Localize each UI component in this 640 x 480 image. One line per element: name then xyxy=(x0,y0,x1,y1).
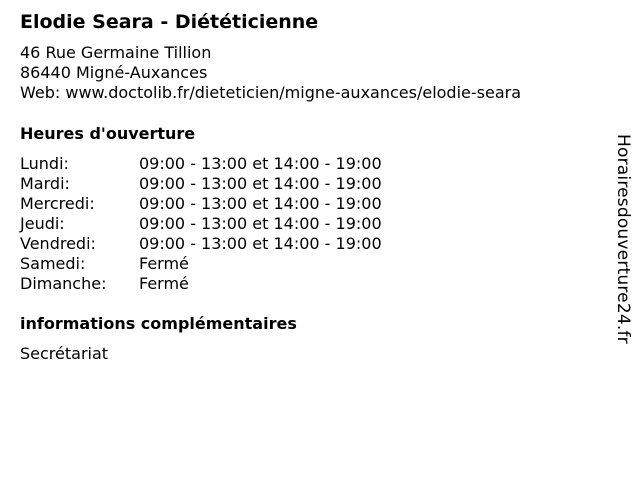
day-label: Mercredi: xyxy=(20,194,95,213)
page-title: Elodie Seara - Diététicienne xyxy=(20,11,319,33)
hours-row-thursday xyxy=(20,214,440,234)
address-block xyxy=(20,43,521,103)
city-address: 86440 Migné-Auxances xyxy=(20,63,208,82)
day-hours: 09:00 - 13:00 et 14:00 - 19:00 xyxy=(139,214,382,233)
additional-info-heading: informations complémentaires xyxy=(20,314,297,333)
hours-row-tuesday xyxy=(20,174,440,194)
hours-row-sunday xyxy=(20,274,440,294)
day-label: Lundi: xyxy=(20,154,69,173)
site-watermark: Horairesdouverture24.fr xyxy=(613,134,633,344)
hours-row-saturday xyxy=(20,254,440,274)
website-text: Web: www.doctolib.fr/dieteticien/migne-auxances/elodie-seara xyxy=(20,83,522,102)
day-hours: Fermé xyxy=(139,274,189,293)
day-label: Mardi: xyxy=(20,174,70,193)
day-hours: Fermé xyxy=(139,254,189,273)
day-hours: 09:00 - 13:00 et 14:00 - 19:00 xyxy=(139,234,382,253)
hours-row-friday xyxy=(20,234,440,254)
day-label: Vendredi: xyxy=(20,234,96,253)
opening-hours-heading: Heures d'ouverture xyxy=(20,124,196,143)
street-address: 46 Rue Germaine Tillion xyxy=(20,43,212,62)
day-hours: 09:00 - 13:00 et 14:00 - 19:00 xyxy=(139,174,382,193)
hours-row-wednesday xyxy=(20,194,440,214)
additional-info-text: Secrétariat xyxy=(20,344,109,363)
day-label: Jeudi: xyxy=(20,214,65,233)
day-label: Samedi: xyxy=(20,254,86,273)
opening-hours-list xyxy=(20,154,440,294)
day-hours: 09:00 - 13:00 et 14:00 - 19:00 xyxy=(139,194,382,213)
hours-row-monday xyxy=(20,154,440,174)
day-hours: 09:00 - 13:00 et 14:00 - 19:00 xyxy=(139,154,382,173)
day-label: Dimanche: xyxy=(20,274,107,293)
